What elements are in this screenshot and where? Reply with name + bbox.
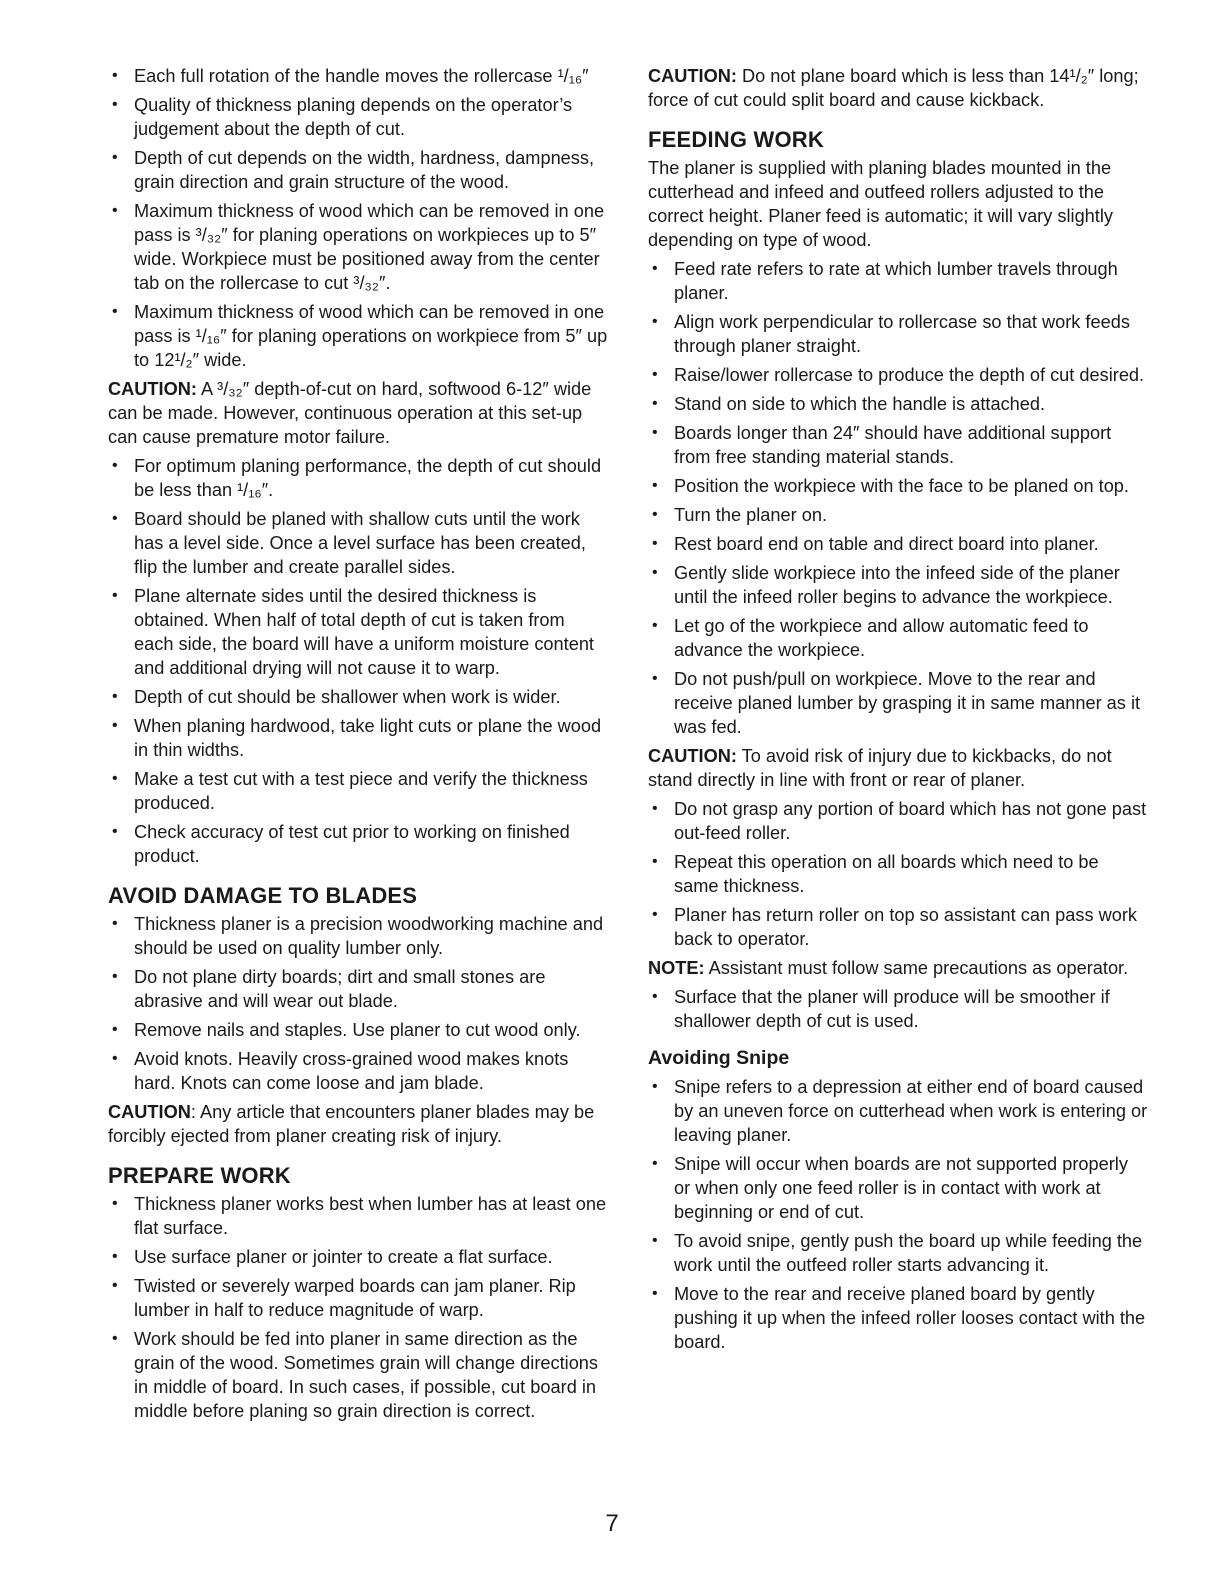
heading-avoiding-snipe: Avoiding Snipe bbox=[648, 1047, 790, 1069]
bullet-list-avoiding-snipe bbox=[648, 1075, 1148, 1354]
list-item: • Each full rotation of the handle moves the rollercase ¹/₁₆″ bbox=[112, 66, 589, 86]
list-item: • Rest board end on table and direct board into planer. bbox=[652, 534, 1099, 554]
list-item: • Snipe will occur when boards are not supported properly or when only one feed roller is in contact with work at beginning or end of cut. bbox=[652, 1154, 1128, 1222]
list-item: • Boards longer than 24″ should have additional support from free standing material stands. bbox=[652, 423, 1112, 467]
list-item: • Surface that the planer will produce will be smoother if shallower depth of cut is used. bbox=[652, 987, 1110, 1031]
list-item: • Stand on side to which the handle is attached. bbox=[652, 394, 1046, 414]
list-item: • Check accuracy of test cut prior to working on finished product. bbox=[112, 822, 570, 866]
caution-ejected-articles: CAUTION: Any article that encounters planer blades may be forcibly ejected from planer creating risk of injury. bbox=[108, 1102, 595, 1146]
list-item: • Avoid knots. Heavily cross-grained wood makes knots hard. Knots can come loose and jam blade. bbox=[112, 1049, 569, 1093]
list-item: • Turn the planer on. bbox=[652, 505, 828, 525]
bullet-list-feeding-work-2 bbox=[648, 797, 1148, 951]
caution-short-board: CAUTION: Do not plane board which is less than 14¹/₂″ long; force of cut could split board and cause kickback. bbox=[648, 66, 1139, 110]
left-column bbox=[108, 64, 608, 1428]
list-item: • Snipe refers to a depression at either end of board caused by an uneven force on cutterhead when work is entering or leaving planer. bbox=[652, 1077, 1148, 1145]
list-item: • To avoid snipe, gently push the board up while feeding the work until the outfeed roller starts advancing it. bbox=[652, 1231, 1143, 1275]
list-item: • Depth of cut should be shallower when work is wider. bbox=[112, 687, 561, 707]
list-item: • Quality of thickness planing depends on the operator’s judgement about the depth of cut. bbox=[112, 95, 573, 139]
list-item: • Position the workpiece with the face to be planed on top. bbox=[652, 476, 1129, 496]
list-item: • Work should be fed into planer in same direction as the grain of the wood. Sometimes grain will change directions in middle of board. In such cases, if possible, cut board in middle before planing so grain direction is correct. bbox=[112, 1329, 599, 1421]
list-item: • Do not plane dirty boards; dirt and small stones are abrasive and will wear out blade. bbox=[112, 967, 546, 1011]
bullet-list-depth bbox=[108, 64, 608, 372]
heading-avoid-damage: AVOID DAMAGE TO BLADES bbox=[108, 883, 418, 908]
list-item: • Twisted or severely warped boards can jam planer. Rip lumber in half to reduce magnitude of warp. bbox=[112, 1276, 576, 1320]
list-item: • Raise/lower rollercase to produce the depth of cut desired. bbox=[652, 365, 1145, 385]
list-item: • When planing hardwood, take light cuts or plane the wood in thin widths. bbox=[112, 716, 602, 760]
list-item: • Use surface planer or jointer to create a flat surface. bbox=[112, 1247, 553, 1267]
bullet-list-feeding-work-3 bbox=[648, 985, 1148, 1033]
bullet-list-feeding-work bbox=[648, 257, 1148, 739]
list-item: • Maximum thickness of wood which can be removed in one pass is ³/₃₂″ for planing operations on workpieces up to 5″ wide. Workpiece must be positioned away from the center tab on the rollercase to cut ³/₃₂″. bbox=[112, 201, 605, 293]
list-item: • Gently slide workpiece into the infeed side of the planer until the infeed roller begins to advance the workpiece. bbox=[652, 563, 1120, 607]
list-item: • Feed rate refers to rate at which lumber travels through planer. bbox=[652, 259, 1118, 303]
heading-prepare-work: PREPARE WORK bbox=[108, 1163, 291, 1188]
list-item: • For optimum planing performance, the depth of cut should be less than ¹/₁₆″. bbox=[112, 456, 602, 500]
list-item: • Planer has return roller on top so assistant can pass work back to operator. bbox=[652, 905, 1137, 949]
list-item: • Thickness planer is a precision woodworking machine and should be used on quality lumber only. bbox=[112, 914, 604, 958]
note-assistant: NOTE: Assistant must follow same precautions as operator. bbox=[648, 958, 1129, 978]
list-item: • Move to the rear and receive planed board by gently pushing it up when the infeed roller looses contact with the board. bbox=[652, 1284, 1146, 1352]
list-item: • Do not grasp any portion of board which has not gone past out-feed roller. bbox=[652, 799, 1147, 843]
list-item: • Plane alternate sides until the desired thickness is obtained. When half of total depth of cut is taken from each side, the board will have a uniform moisture content and additional drying will not cause it to warp. bbox=[112, 586, 594, 678]
caution-depth-of-cut: CAUTION: A ³/₃₂″ depth-of-cut on hard, softwood 6-12″ wide can be made. However, continuous operation at this set-up can cause premature motor failure. bbox=[108, 379, 592, 447]
list-item: • Do not push/pull on workpiece. Move to the rear and receive planed lumber by grasping it in same manner as it was fed. bbox=[652, 669, 1141, 737]
list-item: • Board should be planed with shallow cuts until the work has a level side. Once a level surface has been created, flip the lumber and create parallel sides. bbox=[112, 509, 586, 577]
list-item: • Maximum thickness of wood which can be removed in one pass is ¹/₁₆″ for planing operations on workpiece from 5″ up to 12¹/₂″ wide. bbox=[112, 302, 608, 370]
bullet-list-prepare-work bbox=[108, 1192, 608, 1423]
right-column bbox=[648, 64, 1148, 1359]
list-item: • Let go of the workpiece and allow automatic feed to advance the workpiece. bbox=[652, 616, 1089, 660]
list-item: • Remove nails and staples. Use planer to cut wood only. bbox=[112, 1020, 581, 1040]
heading-feeding-work: FEEDING WORK bbox=[648, 127, 824, 152]
list-item: • Make a test cut with a test piece and verify the thickness produced. bbox=[112, 769, 588, 813]
list-item: • Repeat this operation on all boards which need to be same thickness. bbox=[652, 852, 1099, 896]
list-item: • Thickness planer works best when lumber has at least one flat surface. bbox=[112, 1194, 607, 1238]
bullet-list-planing-tips bbox=[108, 454, 608, 868]
list-item: • Align work perpendicular to rollercase so that work feeds through planer straight. bbox=[652, 312, 1130, 356]
feeding-work-intro: The planer is supplied with planing blades mounted in the cutterhead and infeed and outfeed rollers adjusted to the correct height. Planer feed is automatic; it will vary slightly depending on type of wood. bbox=[648, 158, 1113, 250]
list-item: • Depth of cut depends on the width, hardness, dampness, grain direction and grain structure of the wood. bbox=[112, 148, 595, 192]
page-number: 7 bbox=[605, 1510, 619, 1537]
caution-kickback: CAUTION: To avoid risk of injury due to kickbacks, do not stand directly in line with front or rear of planer. bbox=[648, 746, 1112, 790]
bullet-list-avoid-damage bbox=[108, 912, 608, 1095]
